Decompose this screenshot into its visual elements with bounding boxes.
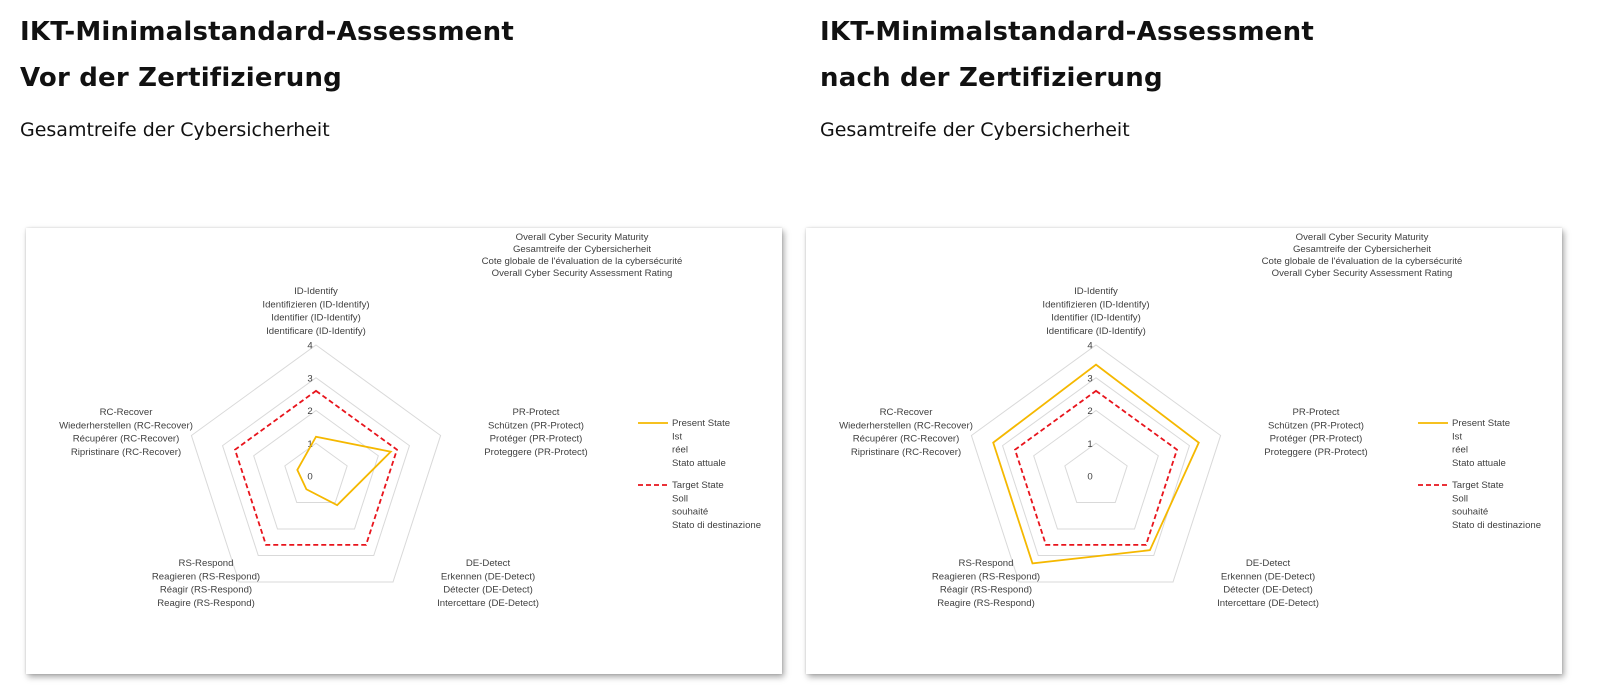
legend-entry: Present State Ist réel Stato attuale [672, 418, 731, 469]
grid-ring [1065, 443, 1127, 502]
subtitle: Gesamtreife der Cybersicherheit [20, 119, 330, 141]
tick-label: 4 [307, 340, 313, 352]
legend-entry: Target State Soll souhaité Stato di destinazione [672, 480, 762, 531]
page-title [20, 9, 514, 101]
title-line-2: nach der Zertifizierung [820, 63, 1163, 93]
tick-label: 3 [307, 373, 313, 385]
axis-label: RS-Respond Reagieren (RS-Respond) Réagir (RS-Respond) Reagire (RS-Respond) [931, 558, 1041, 609]
axis-label: ID-Identify Identifizieren (ID-Identify) Identifier (ID-Identify) Identificare (ID-Identify) [262, 286, 370, 337]
tick-label: 2 [1087, 406, 1093, 417]
axis-label: RC-Recover Wiederherstellen (RC-Recover) Récupérer (RC-Recover) Ripristinare (RC-Recover) [59, 407, 193, 458]
axis-label: RS-Respond Reagieren (RS-Respond) Réagir (RS-Respond) Reagire (RS-Respond) [151, 558, 261, 609]
tick-label: 0 [1087, 471, 1093, 483]
radar-grid [971, 345, 1220, 582]
panel-before [0, 0, 790, 691]
chart-title: Overall Cyber Security Maturity Gesamtreife der Cybersicherheit Cote globale de l'évaluation de la cybersécurité Overall Cyber Security Assessment Rating [481, 232, 683, 279]
tick-label: 1 [307, 438, 313, 450]
title-line-2: Vor der Zertifizierung [20, 63, 342, 93]
axis-label: ID-Identify Identifizieren (ID-Identify) Identifier (ID-Identify) Identificare (ID-Identify) [1042, 286, 1150, 337]
tick-label: 0 [307, 471, 313, 483]
tick-label: 3 [1087, 373, 1093, 385]
series-line [1015, 391, 1177, 545]
radar-grid [191, 345, 440, 582]
radar-chart-card [806, 228, 1562, 674]
panel-after [800, 0, 1590, 691]
title-line-1: IKT-Minimalstandard-Assessment [20, 17, 514, 47]
axis-label: RC-Recover Wiederherstellen (RC-Recover) Récupérer (RC-Recover) Ripristinare (RC-Recover) [839, 407, 973, 458]
page-title [820, 9, 1314, 101]
legend-entry: Present State Ist réel Stato attuale [1452, 418, 1511, 469]
axis-label: DE-Detect Erkennen (DE-Detect) Détecter (DE-Detect) Intercettare (DE-Detect) [437, 558, 539, 609]
title-line-1: IKT-Minimalstandard-Assessment [820, 17, 1314, 47]
grid-ring [1034, 411, 1159, 529]
tick-label: 4 [1087, 340, 1093, 352]
chart-title: Overall Cyber Security Maturity Gesamtreife der Cybersicherheit Cote globale de l'évaluation de la cybersécurité Overall Cyber Security Assessment Rating [1261, 232, 1463, 279]
axis-label: PR-Protect Schützen (PR-Protect) Protéger (PR-Protect) Proteggere (PR-Protect) [1264, 407, 1368, 458]
radar-chart [806, 228, 1562, 674]
axis-label: PR-Protect Schützen (PR-Protect) Protéger (PR-Protect) Proteggere (PR-Protect) [484, 407, 588, 458]
grid-ring [254, 411, 379, 529]
series-line [993, 365, 1199, 564]
radar-chart-card [26, 228, 782, 674]
tick-label: 1 [1087, 438, 1093, 450]
series-line [235, 391, 397, 545]
radar-chart [26, 228, 782, 674]
legend-entry: Target State Soll souhaité Stato di destinazione [1452, 480, 1542, 531]
tick-label: 2 [307, 406, 313, 417]
axis-label: DE-Detect Erkennen (DE-Detect) Détecter (DE-Detect) Intercettare (DE-Detect) [1217, 558, 1319, 609]
subtitle: Gesamtreife der Cybersicherheit [820, 119, 1130, 141]
